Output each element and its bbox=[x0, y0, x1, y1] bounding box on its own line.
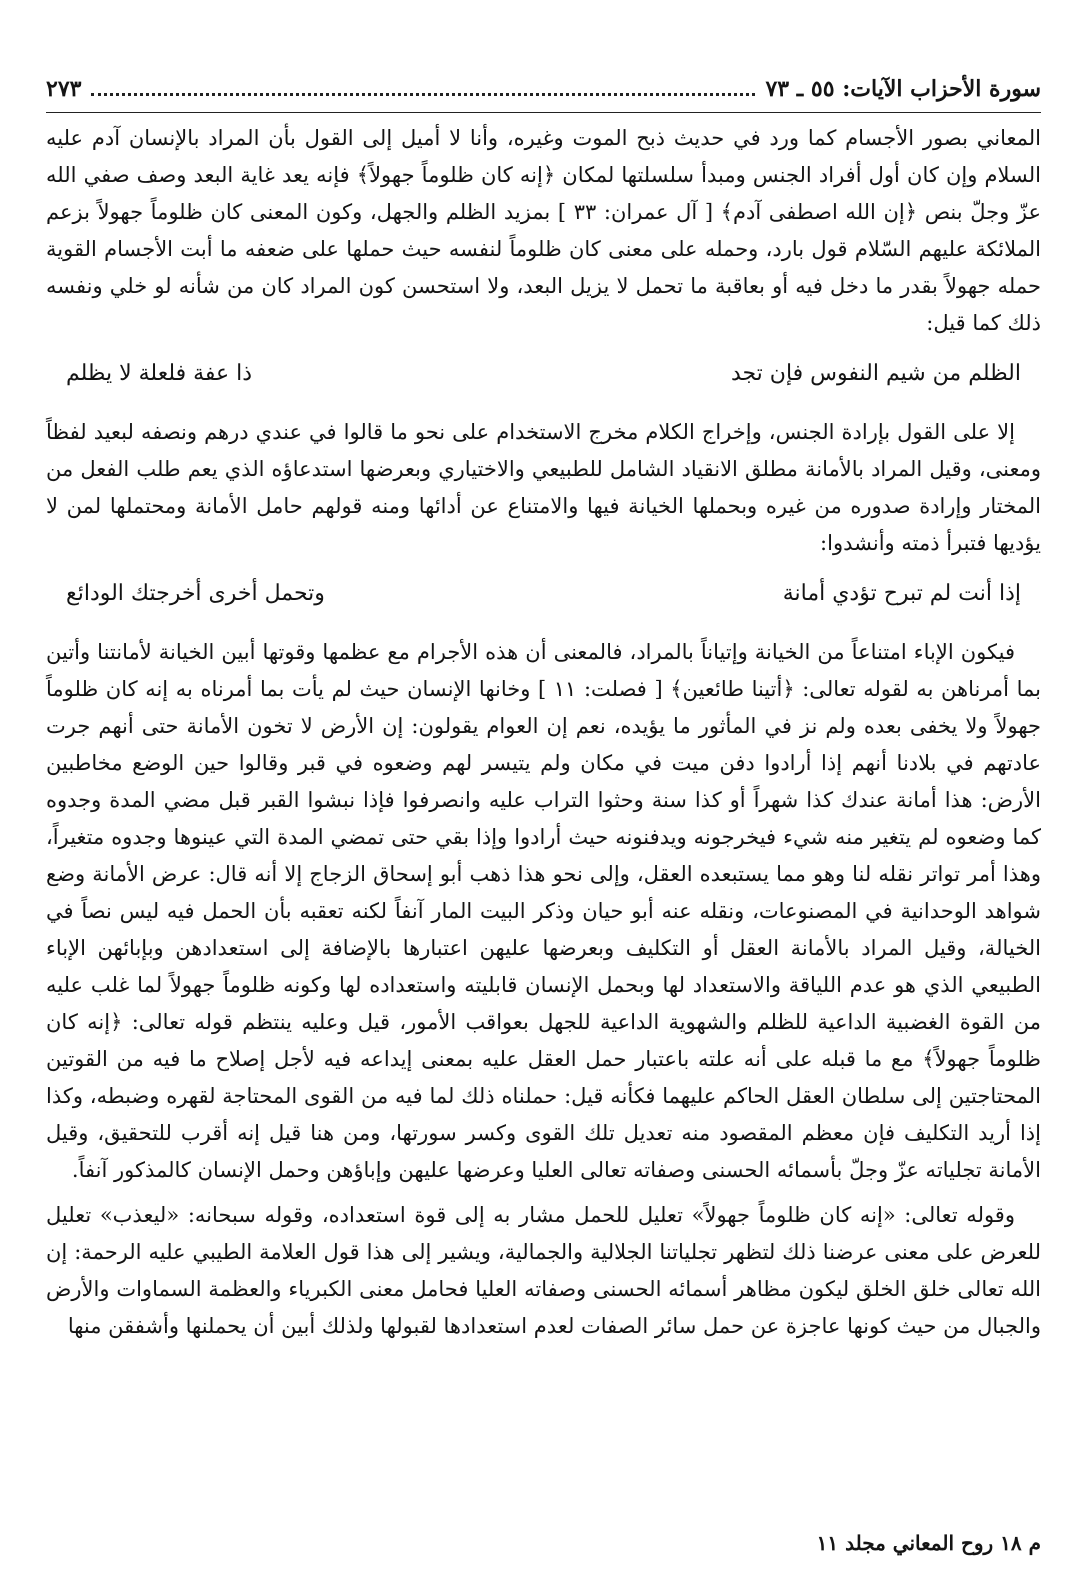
surah-title: سورة الأحزاب الآيات: ٥٥ ـ ٧٣ bbox=[765, 76, 1041, 102]
book-page bbox=[46, 0, 1041, 1581]
signature-line: م ١٨ روح المعاني مجلد ١١ bbox=[816, 1531, 1041, 1555]
header-rule bbox=[46, 112, 1041, 113]
verse-1 bbox=[66, 354, 1021, 394]
leader-dots bbox=[91, 93, 755, 96]
verse-2-second-hemistich: وتحمل أخرى أخرجتك الودائع bbox=[66, 581, 325, 606]
paragraph-3: فيكون الإباء امتناعاً من الخيانة وإتياناً بالمراد، فالمعنى أن هذه الأجرام مع عظمها وقوتها أبين الخيانة لأمانتنا وأتين بما أمرناهن به لقوله تعالى: ﴿أتينا طائعين﴾ [ فصلت: ١١ ] وخانها الإنسان حيث لم يأت بما أمرناه به إنه كان ظلوماً جهولاً ولا يخفى بعده ولم نز في المأثور ما يؤيده، نعم إن العوام يقولون: إن الأرض لا تخون الأمانة حتى أنهم جرت عادتهم في بلادنا أنهم إذا أرادوا دفن ميت في مكان ولم يتيسر لهم وضعوه في قبر وقالوا حين الوضع مخاطبين الأرض: هذا أمانة عندك كذا شهراً أو كذا سنة وحثوا التراب عليه وانصرفوا فإذا نبشوا القبر قبل مضي المدة وجدوه كما وضعوه لم يتغير منه شيء فيخرجونه ويدفنونه حيث أرادوا وإذا بقي حتى تمضي المدة التي عينوها وجدوه متغيراً، وهذا أمر تواتر نقله لنا وهو مما يستبعده العقل، وإلى نحو هذا ذهب أبو إسحاق الزجاج إلا أنه قال: عرض الأمانة وضع شواهد الوحدانية في المصنوعات، ونقله عنه أبو حيان وذكر البيت المار آنفاً لكنه تعقبه بأن الحمل فيه ليس نصاً في الخيالة، وقيل المراد بالأمانة العقل أو التكليف وبعرضها عليهن اعتبارها بالإضافة إلى استعدادهن وبإبائهن الإباء الطبيعي الذي هو عدم اللياقة والاستعداد لها وبحمل الإنسان قابليته واستعداده لها وكونه ظلوماً جهولاً لما غلب عليه من القوة الغضبية الداعية للظلم والشهوية الداعية للجهل بعواقب الأمور، قيل وعليه ينتظم قوله تعالى: ﴿إنه كان ظلوماً جهولاً﴾ مع ما قبله على أنه علته باعتبار حمل العقل عليه بمعنى إيداعه فيه لأجل إصلاح ما فيه من القوتين المحتاجتين إلى سلطان العقل الحاكم عليهما فكأنه قيل: حملناه ذلك لما فيه من القوى المحتاجة لقهره وضبطه، وكذا إذا أريد التكليف فإن معظم المقصود منه تعديل تلك القوى وكسر سورتها، ومن هنا قيل إنه أقرب للتحقيق، وقيل الأمانة تجلياته عزّ وجلّ بأسمائه الحسنى وصفاته تعالى العليا وعرضها عليهن وإباؤهن وحمل الإنسان كالمذكور آنفاً. bbox=[46, 640, 1041, 1182]
paragraph-2: إلا على القول بإرادة الجنس، وإخراج الكلام مخرج الاستخدام على نحو ما قالوا في عندي درهم ونصفه لبعيد لفظاً ومعنى، وقيل المراد بالأمانة مطلق الانقياد الشامل للطبيعي والاختياري وبعرضها استدعاؤه الذي يعم طلب الفعل من المختار وإرادة صدوره من غيره وبحملها الخيانة فيها والامتناع عن أدائها ومنه قولهم حامل الأمانة ومحتملها لمن لا يؤديها فتبرأ ذمته وأنشدوا: bbox=[46, 420, 1041, 555]
verse-1-first-hemistich: الظلم من شيم النفوس فإن تجد bbox=[730, 361, 1021, 386]
running-head bbox=[46, 70, 1041, 104]
page-body bbox=[46, 120, 1041, 1353]
paragraph-4: وقوله تعالى: «إنه كان ظلوماً جهولاً» تعليل للحمل مشار به إلى قوة استعداده، وقوله سبحانه: «ليعذب» تعليل للعرض على معنى عرضنا ذلك لتظهر تجلياتنا الجلالية والجمالية، ويشير إلى هذا قول العلامة الطيبي عليه الرحمة: إن الله تعالى خلق الخلق ليكون مظاهر أسمائه الحسنى وصفاته العليا فحامل معنى الكبرياء والعظمة السماوات والأرض والجبال من حيث كونها عاجزة عن حمل سائر الصفات لعدم استعدادها لقبولها ولذلك أبين أن يحملنها وأشفقن منها bbox=[46, 1203, 1041, 1338]
page-number: ٢٧٣ bbox=[46, 76, 82, 102]
paragraph-1: المعاني بصور الأجسام كما ورد في حديث ذبح الموت وغيره، وأنا لا أميل إلى القول بأن المراد بالإنسان آدم عليه السلام وإن كان أول أفراد الجنس ومبدأ سلسلتها لمكان ﴿إنه كان ظلوماً جهولاً﴾ فإنه يعد غاية البعد وصف صفي الله عزّ وجلّ بنص ﴿إن الله اصطفى آدم﴾ [ آل عمران: ٣٣ ] بمزيد الظلم والجهل، وكون المعنى كان ظلوماً جهولاً بزعم الملائكة عليهم السّلام قول بارد، وحمله على معنى كان ظلوماً لنفسه حيث حملها على ضعفه ما أبت الأجسام القوية حمله جهولاً بقدر ما دخل فيه أو بعاقبة ما تحمل لا يزيل البعد، ولا استحسن كون المراد كان من شأنه لو خلي ونفسه ذلك كما قيل: bbox=[46, 126, 1041, 335]
verse-2 bbox=[66, 574, 1021, 614]
verse-2-first-hemistich: إذا أنت لم تبرح تؤدي أمانة bbox=[782, 581, 1021, 606]
verse-1-second-hemistich: ذا عفة فلعلة لا يظلم bbox=[66, 361, 253, 386]
